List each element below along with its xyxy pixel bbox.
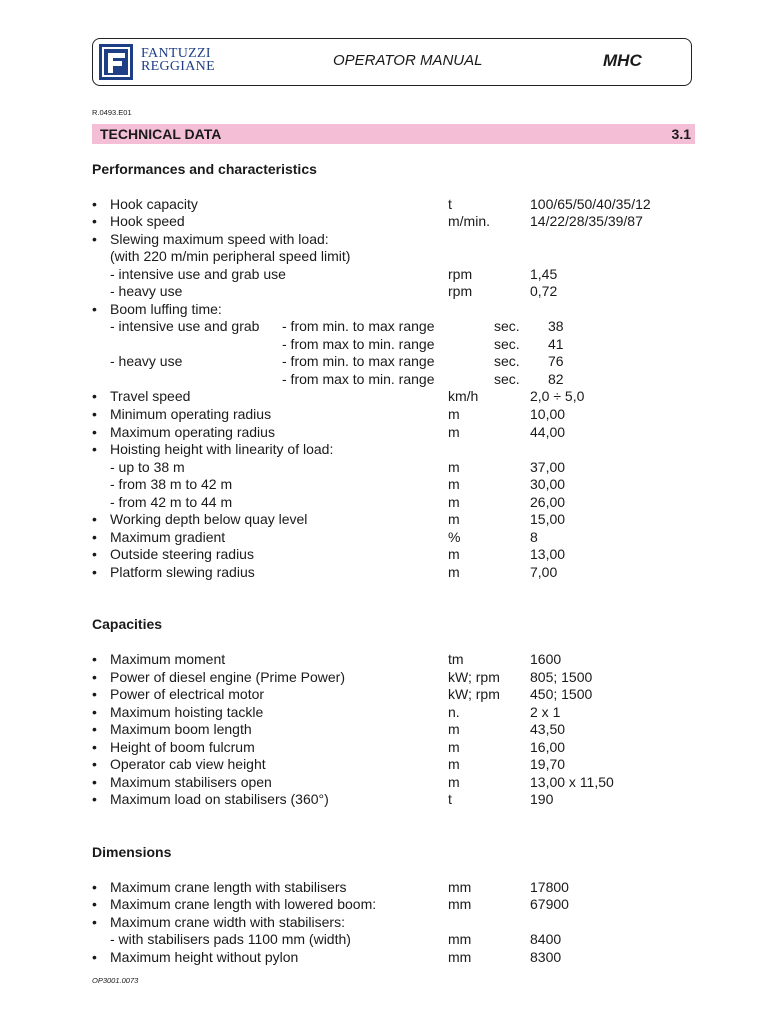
spec-row-capacity [92,686,692,703]
spec-label: Power of electrical motor [110,686,265,702]
spec-row-hoisting-3 [92,494,692,511]
spec-unit: % [448,529,461,545]
section-title: TECHNICAL DATA [100,126,222,142]
spec-unit: m [448,511,460,527]
spec-row-luffing-intensive-2 [92,336,692,353]
spec-label: Maximum gradient [110,529,226,545]
document-reference: R.0493.E01 [92,108,132,117]
spec-unit: rpm [448,283,473,299]
spec-unit: kW; rpm [448,669,500,685]
spec-label: Maximum crane width with stabilisers: [110,914,345,930]
spec-value: 67900 [530,896,569,912]
spec-value: 8400 [530,931,562,947]
spec-row-luffing-heavy-1 [92,353,692,370]
bullet: • [92,406,97,422]
spec-unit: mm [448,879,472,895]
page-reference: OP3001.0073 [92,976,139,985]
spec-value: 26,00 [530,494,566,510]
spec-row-gradient [92,529,692,546]
spec-unit: mm [448,931,472,947]
spec-unit: m/min. [448,213,490,229]
bullet: • [92,511,97,527]
bullet: • [92,441,97,457]
spec-value: 0,72 [530,283,558,299]
spec-value: 2,0 ÷ 5,0 [530,388,585,404]
spec-unit: sec. [494,371,520,387]
spec-label: Maximum stabilisers open [110,774,272,790]
spec-row-slewing [92,231,692,248]
bullet: • [92,424,97,440]
spec-row-hoisting-2 [92,476,692,493]
company-name-line2: REGGIANE [141,59,215,74]
spec-label: Power of diesel engine (Prime Power) [110,669,345,685]
spec-row-capacity [92,791,692,808]
spec-label: - intensive use and grab [110,318,260,334]
spec-label: - with stabilisers pads 1100 mm (width) [110,931,351,947]
spec-label: Maximum height without pylon [110,949,299,965]
spec-unit: m [448,756,460,772]
spec-label: Outside steering radius [110,546,254,562]
bullet: • [92,546,97,562]
spec-row-crane-length-boom [92,896,692,913]
bullet: • [92,388,97,404]
spec-unit: m [448,459,460,475]
bullet: • [92,791,97,807]
spec-unit: rpm [448,266,473,282]
section-number: 3.1 [671,126,691,142]
spec-range: - from max to min. range [282,371,435,387]
spec-value: 38 [548,318,564,334]
spec-unit: mm [448,896,472,912]
bullet: • [92,213,97,229]
spec-value: 1,45 [530,266,558,282]
spec-label: Hook speed [110,213,185,229]
dimensions-heading: Dimensions [92,844,172,860]
bullet: • [92,196,97,212]
spec-label: - heavy use [110,353,183,369]
spec-value: 41 [548,336,564,352]
bullet: • [92,896,97,912]
spec-row-luffing-heavy-2 [92,371,692,388]
spec-label: Maximum operating radius [110,424,275,440]
spec-value: 13,00 [530,546,566,562]
spec-row-capacity [92,756,692,773]
spec-row-slewing-note [92,248,692,265]
spec-row-min-radius [92,406,692,423]
spec-unit: sec. [494,353,520,369]
spec-unit: m [448,739,460,755]
spec-unit: n. [448,704,460,720]
fantuzzi-logo-icon [99,44,133,80]
spec-row-max-height [92,949,692,966]
spec-label: - intensive use and grab use [110,266,286,282]
spec-row-capacity [92,651,692,668]
spec-row-hook-speed [92,213,692,230]
spec-value: 100/65/50/40/35/12 [530,196,651,212]
spec-label: Maximum hoisting tackle [110,704,264,720]
spec-value: 82 [548,371,564,387]
bullet: • [92,529,97,545]
bullet: • [92,704,97,720]
spec-row-travel-speed [92,388,692,405]
company-name-line1: FANTUZZI [141,46,211,61]
bullet: • [92,739,97,755]
spec-row-crane-width-pads [92,931,692,948]
company-name [141,47,215,73]
spec-value: 2 x 1 [530,704,561,720]
spec-value: 190 [530,791,554,807]
spec-row-hoisting [92,441,692,458]
spec-value: 805; 1500 [530,669,593,685]
spec-row-luffing-intensive-1 [92,318,692,335]
spec-unit: t [448,196,452,212]
spec-unit: t [448,791,452,807]
spec-label: Maximum boom length [110,721,252,737]
bullet: • [92,669,97,685]
spec-value: 15,00 [530,511,566,527]
spec-row-capacity [92,774,692,791]
bullet: • [92,774,97,790]
spec-range: - from min. to max range [282,353,435,369]
spec-range: - from min. to max range [282,318,435,334]
performances-heading: Performances and characteristics [92,161,317,177]
bullet: • [92,301,97,317]
spec-row-capacity [92,704,692,721]
spec-value: 10,00 [530,406,566,422]
spec-note: (with 220 m/min peripheral speed limit) [110,248,351,264]
spec-label: Maximum crane length with stabilisers [110,879,347,895]
spec-label: Platform slewing radius [110,564,255,580]
spec-label: - up to 38 m [110,459,185,475]
spec-row-capacity [92,669,692,686]
spec-value: 14/22/28/35/39/87 [530,213,643,229]
spec-row-max-radius [92,424,692,441]
spec-label: Maximum moment [110,651,226,667]
bullet: • [92,721,97,737]
document-header [92,38,692,86]
spec-value: 17800 [530,879,569,895]
spec-unit: kW; rpm [448,686,500,702]
spec-unit: mm [448,949,472,965]
spec-value: 30,00 [530,476,566,492]
spec-label: Hook capacity [110,196,198,212]
spec-label: Working depth below quay level [110,511,308,527]
spec-unit: tm [448,651,464,667]
spec-label: - heavy use [110,283,183,299]
spec-value: 37,00 [530,459,566,475]
bullet: • [92,756,97,772]
spec-value: 1600 [530,651,562,667]
spec-unit: m [448,476,460,492]
spec-unit: m [448,406,460,422]
spec-unit: m [448,494,460,510]
spec-row-capacity [92,721,692,738]
spec-row-slewing-heavy [92,283,692,300]
bullet: • [92,914,97,930]
spec-value: 19,70 [530,756,566,772]
spec-row-platform-radius [92,564,692,581]
spec-label: - from 42 m to 44 m [110,494,233,510]
spec-label: Boom luffing time: [110,301,222,317]
spec-value: 8300 [530,949,562,965]
bullet: • [92,949,97,965]
spec-label: Maximum load on stabilisers (360°) [110,791,329,807]
spec-value: 13,00 x 11,50 [530,774,614,790]
spec-unit: m [448,774,460,790]
spec-row-crane-length [92,879,692,896]
spec-label: Slewing maximum speed with load: [110,231,329,247]
bullet: • [92,686,97,702]
spec-label: - from 38 m to 42 m [110,476,233,492]
spec-label: Height of boom fulcrum [110,739,255,755]
spec-label: Minimum operating radius [110,406,272,422]
spec-row-hook-capacity [92,196,692,213]
spec-label: Maximum crane length with lowered boom: [110,896,377,912]
spec-label: Operator cab view height [110,756,266,772]
spec-unit: m [448,546,460,562]
spec-value: 7,00 [530,564,558,580]
spec-value: 8 [530,529,538,545]
spec-unit: m [448,424,460,440]
spec-unit: km/h [448,388,479,404]
spec-value: 44,00 [530,424,566,440]
spec-unit: m [448,564,460,580]
bullet: • [92,879,97,895]
spec-row-capacity [92,739,692,756]
spec-row-hoisting-1 [92,459,692,476]
spec-unit: sec. [494,336,520,352]
bullet: • [92,564,97,580]
spec-row-crane-width [92,914,692,931]
spec-range: - from max to min. range [282,336,435,352]
bullet: • [92,651,97,667]
spec-row-steering-radius [92,546,692,563]
spec-row-working-depth [92,511,692,528]
manual-title: OPERATOR MANUAL [333,52,483,69]
spec-value: 76 [548,353,564,369]
spec-value: 450; 1500 [530,686,593,702]
spec-value: 43,50 [530,721,566,737]
spec-label: Travel speed [110,388,191,404]
spec-label: Hoisting height with linearity of load: [110,441,334,457]
spec-row-luffing [92,301,692,318]
spec-value: 16,00 [530,739,566,755]
section-bar [92,124,695,144]
spec-row-slewing-intensive [92,266,692,283]
bullet: • [92,231,97,247]
model-name: MHC [603,51,642,70]
capacities-heading: Capacities [92,616,163,632]
spec-unit: m [448,721,460,737]
spec-unit: sec. [494,318,520,334]
